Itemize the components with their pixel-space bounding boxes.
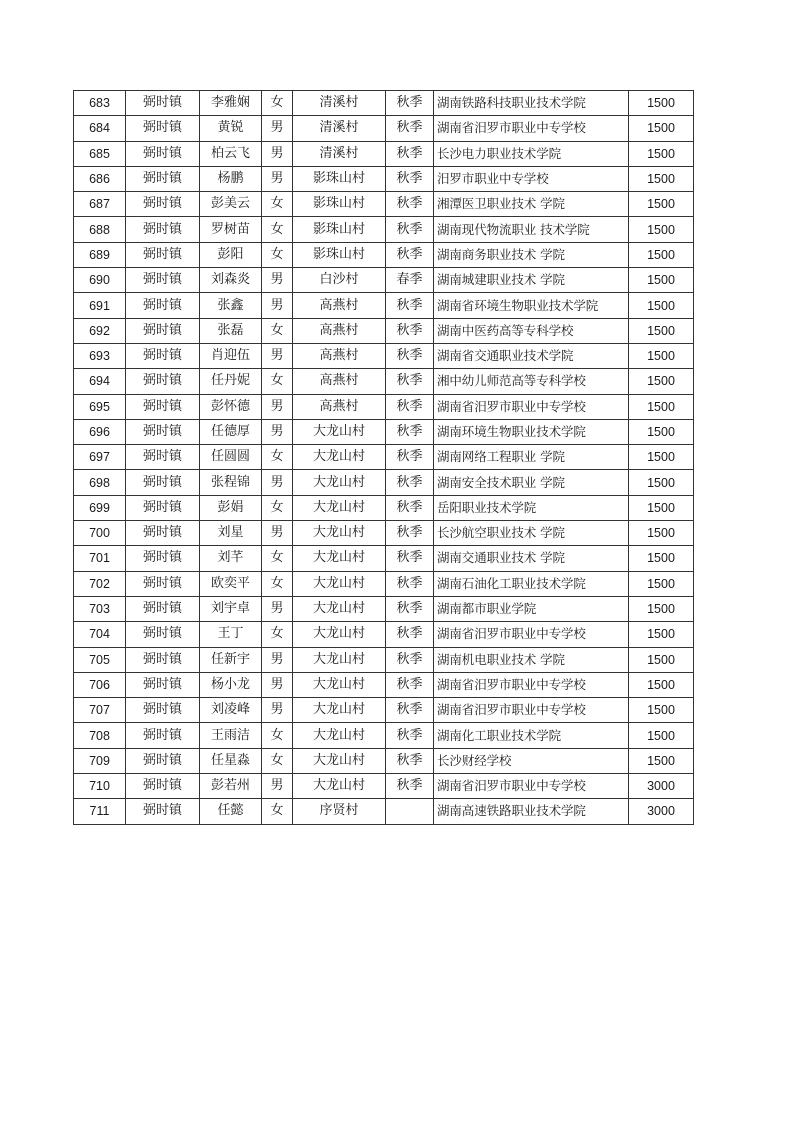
name-cell: 李雅娴 — [200, 91, 262, 116]
village-cell: 影珠山村 — [293, 242, 386, 267]
row-number-cell: 683 — [74, 91, 126, 116]
term-cell: 秋季 — [386, 571, 434, 596]
school-cell: 长沙电力职业技术学院 — [434, 141, 629, 166]
gender-cell: 男 — [262, 343, 293, 368]
amount-cell: 1500 — [629, 394, 694, 419]
amount-cell: 1500 — [629, 91, 694, 116]
amount-cell: 1500 — [629, 268, 694, 293]
school-cell: 湖南石油化工职业技术学院 — [434, 571, 629, 596]
name-cell: 彭若州 — [200, 774, 262, 799]
school-cell: 湖南省汨罗市职业中专学校 — [434, 774, 629, 799]
gender-cell: 男 — [262, 672, 293, 697]
amount-cell: 1500 — [629, 242, 694, 267]
town-cell: 弼时镇 — [126, 394, 200, 419]
amount-cell: 1500 — [629, 192, 694, 217]
name-cell: 张程锦 — [200, 470, 262, 495]
village-cell: 大龙山村 — [293, 748, 386, 773]
school-cell: 湖南省汨罗市职业中专学校 — [434, 116, 629, 141]
row-number-cell: 703 — [74, 596, 126, 621]
school-cell: 湖南省汨罗市职业中专学校 — [434, 394, 629, 419]
gender-cell: 男 — [262, 268, 293, 293]
village-cell: 大龙山村 — [293, 470, 386, 495]
town-cell: 弼时镇 — [126, 546, 200, 571]
amount-cell: 1500 — [629, 571, 694, 596]
table-row — [74, 521, 694, 546]
name-cell: 杨鹏 — [200, 166, 262, 191]
row-number-cell: 693 — [74, 343, 126, 368]
term-cell: 秋季 — [386, 369, 434, 394]
village-cell: 大龙山村 — [293, 596, 386, 621]
row-number-cell: 702 — [74, 571, 126, 596]
school-cell: 湖南城建职业技术 学院 — [434, 268, 629, 293]
name-cell: 任星淼 — [200, 748, 262, 773]
amount-cell: 1500 — [629, 596, 694, 621]
village-cell: 白沙村 — [293, 268, 386, 293]
term-cell: 秋季 — [386, 394, 434, 419]
gender-cell: 男 — [262, 419, 293, 444]
village-cell: 高燕村 — [293, 343, 386, 368]
table-row — [74, 647, 694, 672]
school-cell: 岳阳职业技术学院 — [434, 495, 629, 520]
school-cell: 湘潭医卫职业技术 学院 — [434, 192, 629, 217]
town-cell: 弼时镇 — [126, 166, 200, 191]
school-cell: 湖南环境生物职业技术学院 — [434, 419, 629, 444]
town-cell: 弼时镇 — [126, 748, 200, 773]
amount-cell: 1500 — [629, 116, 694, 141]
school-cell: 湖南省汨罗市职业中专学校 — [434, 698, 629, 723]
gender-cell: 女 — [262, 242, 293, 267]
amount-cell: 1500 — [629, 419, 694, 444]
name-cell: 罗树苗 — [200, 217, 262, 242]
school-cell: 湖南省环境生物职业技术学院 — [434, 293, 629, 318]
amount-cell: 1500 — [629, 141, 694, 166]
gender-cell: 女 — [262, 748, 293, 773]
gender-cell: 男 — [262, 774, 293, 799]
amount-cell: 3000 — [629, 799, 694, 824]
school-cell: 汨罗市职业中专学校 — [434, 166, 629, 191]
row-number-cell: 710 — [74, 774, 126, 799]
gender-cell: 女 — [262, 723, 293, 748]
name-cell: 柏云飞 — [200, 141, 262, 166]
table-row — [74, 698, 694, 723]
town-cell: 弼时镇 — [126, 116, 200, 141]
term-cell: 秋季 — [386, 217, 434, 242]
school-cell: 湖南省汨罗市职业中专学校 — [434, 622, 629, 647]
table-row — [74, 546, 694, 571]
gender-cell: 女 — [262, 546, 293, 571]
amount-cell: 1500 — [629, 166, 694, 191]
table-row — [74, 293, 694, 318]
school-cell: 湖南网络工程职业 学院 — [434, 445, 629, 470]
row-number-cell: 694 — [74, 369, 126, 394]
table-row — [74, 166, 694, 191]
table-row — [74, 445, 694, 470]
term-cell: 秋季 — [386, 723, 434, 748]
amount-cell: 1500 — [629, 445, 694, 470]
gender-cell: 女 — [262, 369, 293, 394]
school-cell: 湖南中医药高等专科学校 — [434, 318, 629, 343]
gender-cell: 男 — [262, 293, 293, 318]
name-cell: 杨小龙 — [200, 672, 262, 697]
table-row — [74, 672, 694, 697]
gender-cell: 男 — [262, 394, 293, 419]
town-cell: 弼时镇 — [126, 445, 200, 470]
village-cell: 大龙山村 — [293, 419, 386, 444]
village-cell: 清溪村 — [293, 141, 386, 166]
name-cell: 刘凌峰 — [200, 698, 262, 723]
town-cell: 弼时镇 — [126, 217, 200, 242]
table-row — [74, 116, 694, 141]
term-cell: 春季 — [386, 268, 434, 293]
gender-cell: 女 — [262, 799, 293, 824]
amount-cell: 1500 — [629, 217, 694, 242]
village-cell: 清溪村 — [293, 91, 386, 116]
town-cell: 弼时镇 — [126, 571, 200, 596]
school-cell: 湖南现代物流职业 技术学院 — [434, 217, 629, 242]
name-cell: 任懿 — [200, 799, 262, 824]
row-number-cell: 688 — [74, 217, 126, 242]
term-cell: 秋季 — [386, 774, 434, 799]
town-cell: 弼时镇 — [126, 622, 200, 647]
gender-cell: 女 — [262, 622, 293, 647]
town-cell: 弼时镇 — [126, 774, 200, 799]
name-cell: 欧奕平 — [200, 571, 262, 596]
gender-cell: 男 — [262, 596, 293, 621]
row-number-cell: 705 — [74, 647, 126, 672]
row-number-cell: 701 — [74, 546, 126, 571]
term-cell: 秋季 — [386, 495, 434, 520]
gender-cell: 女 — [262, 571, 293, 596]
amount-cell: 3000 — [629, 774, 694, 799]
town-cell: 弼时镇 — [126, 242, 200, 267]
gender-cell: 男 — [262, 521, 293, 546]
gender-cell: 女 — [262, 445, 293, 470]
table-row — [74, 748, 694, 773]
name-cell: 刘宇卓 — [200, 596, 262, 621]
table-row — [74, 318, 694, 343]
town-cell: 弼时镇 — [126, 192, 200, 217]
village-cell: 高燕村 — [293, 293, 386, 318]
term-cell: 秋季 — [386, 318, 434, 343]
gender-cell: 女 — [262, 495, 293, 520]
town-cell: 弼时镇 — [126, 698, 200, 723]
name-cell: 王雨洁 — [200, 723, 262, 748]
village-cell: 大龙山村 — [293, 546, 386, 571]
table-row — [74, 268, 694, 293]
amount-cell: 1500 — [629, 672, 694, 697]
amount-cell: 1500 — [629, 470, 694, 495]
table-row — [74, 192, 694, 217]
gender-cell: 男 — [262, 698, 293, 723]
village-cell: 大龙山村 — [293, 723, 386, 748]
village-cell: 大龙山村 — [293, 774, 386, 799]
village-cell: 影珠山村 — [293, 217, 386, 242]
gender-cell: 女 — [262, 217, 293, 242]
town-cell: 弼时镇 — [126, 521, 200, 546]
school-cell: 湖南商务职业技术 学院 — [434, 242, 629, 267]
gender-cell: 男 — [262, 470, 293, 495]
table-row — [74, 394, 694, 419]
name-cell: 王丁 — [200, 622, 262, 647]
row-number-cell: 699 — [74, 495, 126, 520]
amount-cell: 1500 — [629, 369, 694, 394]
table-row — [74, 369, 694, 394]
name-cell: 肖迎伍 — [200, 343, 262, 368]
table-row — [74, 419, 694, 444]
town-cell: 弼时镇 — [126, 495, 200, 520]
row-number-cell: 689 — [74, 242, 126, 267]
village-cell: 大龙山村 — [293, 521, 386, 546]
name-cell: 任德厚 — [200, 419, 262, 444]
table-body — [74, 91, 694, 825]
village-cell: 大龙山村 — [293, 647, 386, 672]
village-cell: 高燕村 — [293, 394, 386, 419]
term-cell: 秋季 — [386, 192, 434, 217]
school-cell: 湖南省交通职业技术学院 — [434, 343, 629, 368]
school-cell: 湖南省汨罗市职业中专学校 — [434, 672, 629, 697]
table-row — [74, 141, 694, 166]
school-cell: 湖南化工职业技术学院 — [434, 723, 629, 748]
school-cell: 湖南高速铁路职业技术学院 — [434, 799, 629, 824]
term-cell: 秋季 — [386, 647, 434, 672]
row-number-cell: 691 — [74, 293, 126, 318]
gender-cell: 男 — [262, 166, 293, 191]
table-row — [74, 571, 694, 596]
term-cell: 秋季 — [386, 521, 434, 546]
row-number-cell: 687 — [74, 192, 126, 217]
term-cell: 秋季 — [386, 242, 434, 267]
town-cell: 弼时镇 — [126, 470, 200, 495]
town-cell: 弼时镇 — [126, 419, 200, 444]
row-number-cell: 686 — [74, 166, 126, 191]
row-number-cell: 697 — [74, 445, 126, 470]
village-cell: 影珠山村 — [293, 192, 386, 217]
row-number-cell: 685 — [74, 141, 126, 166]
term-cell: 秋季 — [386, 622, 434, 647]
town-cell: 弼时镇 — [126, 91, 200, 116]
school-cell: 湖南交通职业技术 学院 — [434, 546, 629, 571]
amount-cell: 1500 — [629, 318, 694, 343]
table-row — [74, 242, 694, 267]
village-cell: 大龙山村 — [293, 571, 386, 596]
village-cell: 高燕村 — [293, 369, 386, 394]
town-cell: 弼时镇 — [126, 672, 200, 697]
town-cell: 弼时镇 — [126, 318, 200, 343]
term-cell: 秋季 — [386, 91, 434, 116]
row-number-cell: 706 — [74, 672, 126, 697]
name-cell: 彭美云 — [200, 192, 262, 217]
school-cell: 湖南铁路科技职业技术学院 — [434, 91, 629, 116]
town-cell: 弼时镇 — [126, 141, 200, 166]
amount-cell: 1500 — [629, 748, 694, 773]
name-cell: 黄锐 — [200, 116, 262, 141]
term-cell: 秋季 — [386, 470, 434, 495]
term-cell: 秋季 — [386, 672, 434, 697]
school-cell: 湘中幼儿师范高等专科学校 — [434, 369, 629, 394]
school-cell: 湖南都市职业学院 — [434, 596, 629, 621]
table-row — [74, 495, 694, 520]
school-cell: 湖南安全技术职业 学院 — [434, 470, 629, 495]
village-cell: 大龙山村 — [293, 672, 386, 697]
amount-cell: 1500 — [629, 622, 694, 647]
school-cell: 长沙财经学校 — [434, 748, 629, 773]
amount-cell: 1500 — [629, 521, 694, 546]
name-cell: 刘星 — [200, 521, 262, 546]
gender-cell: 男 — [262, 647, 293, 672]
term-cell: 秋季 — [386, 419, 434, 444]
row-number-cell: 696 — [74, 419, 126, 444]
amount-cell: 1500 — [629, 293, 694, 318]
amount-cell: 1500 — [629, 343, 694, 368]
village-cell: 清溪村 — [293, 116, 386, 141]
name-cell: 张鑫 — [200, 293, 262, 318]
row-number-cell: 707 — [74, 698, 126, 723]
village-cell: 序贤村 — [293, 799, 386, 824]
table-row — [74, 799, 694, 824]
term-cell: 秋季 — [386, 546, 434, 571]
term-cell: 秋季 — [386, 445, 434, 470]
name-cell: 彭怀德 — [200, 394, 262, 419]
term-cell: 秋季 — [386, 116, 434, 141]
term-cell: 秋季 — [386, 748, 434, 773]
term-cell: 秋季 — [386, 293, 434, 318]
village-cell: 大龙山村 — [293, 622, 386, 647]
term-cell: 秋季 — [386, 596, 434, 621]
term-cell: 秋季 — [386, 141, 434, 166]
row-number-cell: 695 — [74, 394, 126, 419]
amount-cell: 1500 — [629, 647, 694, 672]
gender-cell: 女 — [262, 318, 293, 343]
term-cell — [386, 799, 434, 824]
village-cell: 大龙山村 — [293, 445, 386, 470]
town-cell: 弼时镇 — [126, 799, 200, 824]
row-number-cell: 704 — [74, 622, 126, 647]
table-row — [74, 596, 694, 621]
table-row — [74, 91, 694, 116]
table-row — [74, 470, 694, 495]
table-row — [74, 622, 694, 647]
amount-cell: 1500 — [629, 723, 694, 748]
name-cell: 彭阳 — [200, 242, 262, 267]
table-row — [74, 343, 694, 368]
name-cell: 任丹妮 — [200, 369, 262, 394]
term-cell: 秋季 — [386, 343, 434, 368]
row-number-cell: 692 — [74, 318, 126, 343]
town-cell: 弼时镇 — [126, 293, 200, 318]
town-cell: 弼时镇 — [126, 723, 200, 748]
town-cell: 弼时镇 — [126, 596, 200, 621]
amount-cell: 1500 — [629, 495, 694, 520]
village-cell: 影珠山村 — [293, 166, 386, 191]
name-cell: 张磊 — [200, 318, 262, 343]
table-row — [74, 217, 694, 242]
amount-cell: 1500 — [629, 698, 694, 723]
row-number-cell: 709 — [74, 748, 126, 773]
row-number-cell: 711 — [74, 799, 126, 824]
row-number-cell: 698 — [74, 470, 126, 495]
term-cell: 秋季 — [386, 698, 434, 723]
school-cell: 湖南机电职业技术 学院 — [434, 647, 629, 672]
town-cell: 弼时镇 — [126, 343, 200, 368]
table-row — [74, 723, 694, 748]
name-cell: 任新宇 — [200, 647, 262, 672]
name-cell: 彭娟 — [200, 495, 262, 520]
amount-cell: 1500 — [629, 546, 694, 571]
name-cell: 刘芊 — [200, 546, 262, 571]
row-number-cell: 700 — [74, 521, 126, 546]
row-number-cell: 684 — [74, 116, 126, 141]
village-cell: 高燕村 — [293, 318, 386, 343]
village-cell: 大龙山村 — [293, 698, 386, 723]
name-cell: 刘森炎 — [200, 268, 262, 293]
town-cell: 弼时镇 — [126, 369, 200, 394]
gender-cell: 男 — [262, 116, 293, 141]
school-cell: 长沙航空职业技术 学院 — [434, 521, 629, 546]
town-cell: 弼时镇 — [126, 268, 200, 293]
village-cell: 大龙山村 — [293, 495, 386, 520]
name-cell: 任圆圆 — [200, 445, 262, 470]
student-subsidy-table — [73, 90, 694, 825]
table-row — [74, 774, 694, 799]
term-cell: 秋季 — [386, 166, 434, 191]
town-cell: 弼时镇 — [126, 647, 200, 672]
row-number-cell: 690 — [74, 268, 126, 293]
gender-cell: 女 — [262, 192, 293, 217]
gender-cell: 女 — [262, 91, 293, 116]
gender-cell: 男 — [262, 141, 293, 166]
row-number-cell: 708 — [74, 723, 126, 748]
